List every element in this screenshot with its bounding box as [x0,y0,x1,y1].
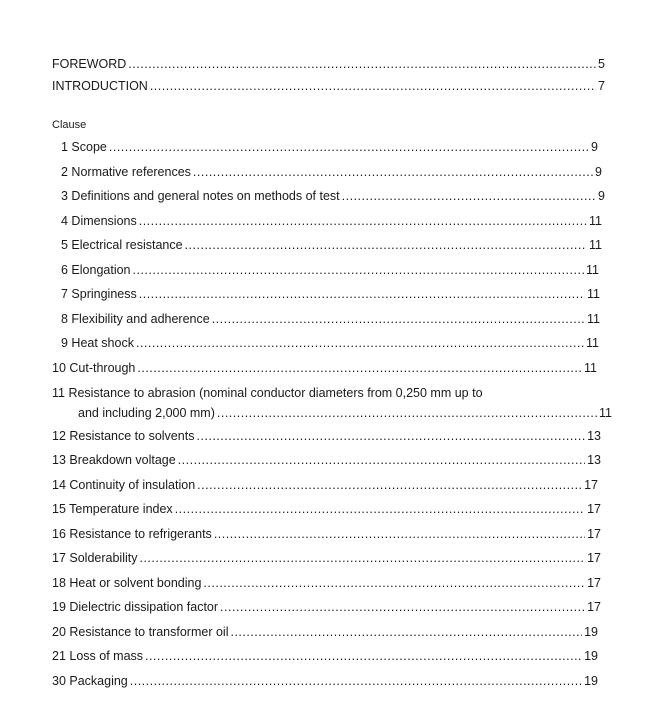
toc-entry-label: 18 Heat or solvent bonding [52,576,202,590]
toc-entry-page: 19 [584,649,598,663]
toc-leader-dots [130,674,582,689]
toc-entry-label: 17 Solderability [52,551,138,565]
toc-entry-label: 7 Springiness [61,287,137,301]
toc-entry-page: 9 [591,140,598,154]
toc-entry-label: 8 Flexibility and adherence [61,312,210,326]
toc-leader-dots [230,625,582,640]
toc-entry-page: 19 [584,625,598,639]
toc-entry-page: 11 [586,336,599,350]
toc-entry-page: 11 [584,361,597,375]
toc-entry-page: 13 [587,429,601,443]
toc-entry-clause-7[interactable] [61,287,600,302]
toc-entry-page: 19 [584,674,598,688]
toc-entry-label: and including 2,000 mm) [78,406,215,420]
toc-entry-clause-17[interactable] [52,551,601,566]
toc-entry-label: 10 Cut-through [52,361,136,375]
toc-entry-page: 11 [589,238,602,252]
toc-entry-clause-1[interactable] [61,140,598,155]
toc-leader-dots [145,649,582,664]
toc-leader-dots [139,551,585,566]
toc-leader-dots [212,312,585,327]
toc-entry-clause-21[interactable] [52,649,598,664]
toc-entry-label: 14 Continuity of insulation [52,478,196,492]
toc-entry-clause-16[interactable] [52,527,601,542]
toc-leader-dots [203,576,585,591]
toc-entry-label: 3 Definitions and general notes on methods of test [61,189,340,203]
toc-entry-clause-18[interactable] [52,576,601,591]
toc-leader-dots [109,140,589,155]
toc-entry-label: 5 Electrical resistance [61,238,183,252]
toc-entry-clause-14[interactable] [52,478,598,493]
toc-entry-page: 13 [587,453,601,467]
toc-entry-label: 20 Resistance to transformer oil [52,625,229,639]
toc-entry-clause-11-line1[interactable]: 11 Resistance to abrasion (nominal conductor diameters from 0,250 mm up to [52,386,483,400]
toc-entry-label: 12 Resistance to solvents [52,429,195,443]
toc-entry-page: 11 [586,263,599,277]
toc-leader-dots [220,600,585,615]
toc-entry-page: 17 [587,527,601,541]
toc-leader-dots [136,336,584,351]
toc-entry-foreword[interactable] [52,57,605,72]
toc-entry-clause-5[interactable] [61,238,602,253]
toc-entry-label: 4 Dimensions [61,214,137,228]
toc-entry-clause-3[interactable] [61,189,605,204]
section-label-clause: Clause [52,119,87,131]
toc-entry-label: 2 Normative references [61,165,191,179]
toc-entry-clause-10[interactable] [52,361,597,376]
toc-leader-dots [139,214,587,229]
toc-entry-label: 15 Temperature index [52,502,173,516]
toc-entry-label: 6 Elongation [61,263,131,277]
toc-entry-label: 30 Packaging [52,674,128,688]
toc-entry-clause-13[interactable] [52,453,601,468]
toc-entry-page: 17 [584,478,598,492]
toc-entry-page: 11 [587,287,600,301]
toc-leader-dots [342,189,596,204]
toc-leader-dots [178,453,585,468]
toc-entry-page: 9 [595,165,602,179]
toc-entry-page: 11 [587,312,600,326]
toc-entry-page: 17 [587,502,601,516]
toc-leader-dots [193,165,593,180]
toc-entry-clause-8[interactable] [61,312,600,327]
toc-entry-page: 17 [587,576,601,590]
toc-entry-page: 11 [589,214,602,228]
toc-entry-label: 16 Resistance to refrigerants [52,527,212,541]
toc-entry-clause-4[interactable] [61,214,602,229]
toc-leader-dots [128,57,596,72]
toc-entry-clause-20[interactable] [52,625,598,640]
toc-leader-dots [139,287,585,302]
toc-entry-page: 5 [598,57,605,71]
toc-entry-clause-12[interactable] [52,429,601,444]
toc-leader-dots [137,361,582,376]
toc-entry-label: 21 Loss of mass [52,649,144,663]
toc-entry-clause-11[interactable] [78,406,612,421]
toc-entry-label: INTRODUCTION [52,79,148,93]
toc-leader-dots [217,406,597,421]
toc-entry-label: 1 Scope [61,140,107,154]
toc-entry-clause-6[interactable] [61,263,599,278]
toc-entry-page: 9 [598,189,605,203]
toc-leader-dots [175,502,585,517]
toc-entry-label: 19 Dielectric dissipation factor [52,600,219,614]
toc-leader-dots [197,478,582,493]
toc-leader-dots [133,263,585,278]
toc-entry-label: FOREWORD [52,57,127,71]
toc-entry-clause-30[interactable] [52,674,598,689]
toc-leader-dots [214,527,585,542]
toc-entry-clause-9[interactable] [61,336,599,351]
toc-leader-dots [150,79,596,94]
toc-leader-dots [185,238,587,253]
toc-entry-label: 13 Breakdown voltage [52,453,176,467]
toc-entry-clause-19[interactable] [52,600,601,615]
toc-entry-page: 11 [599,406,612,420]
toc-leader-dots [196,429,585,444]
toc-entry-page: 7 [598,79,605,93]
toc-entry-page: 17 [587,600,601,614]
toc-entry-clause-2[interactable] [61,165,602,180]
toc-entry-clause-15[interactable] [52,502,601,517]
toc-entry-page: 17 [587,551,601,565]
toc-entry-label: 9 Heat shock [61,336,134,350]
toc-entry-introduction[interactable] [52,79,605,94]
